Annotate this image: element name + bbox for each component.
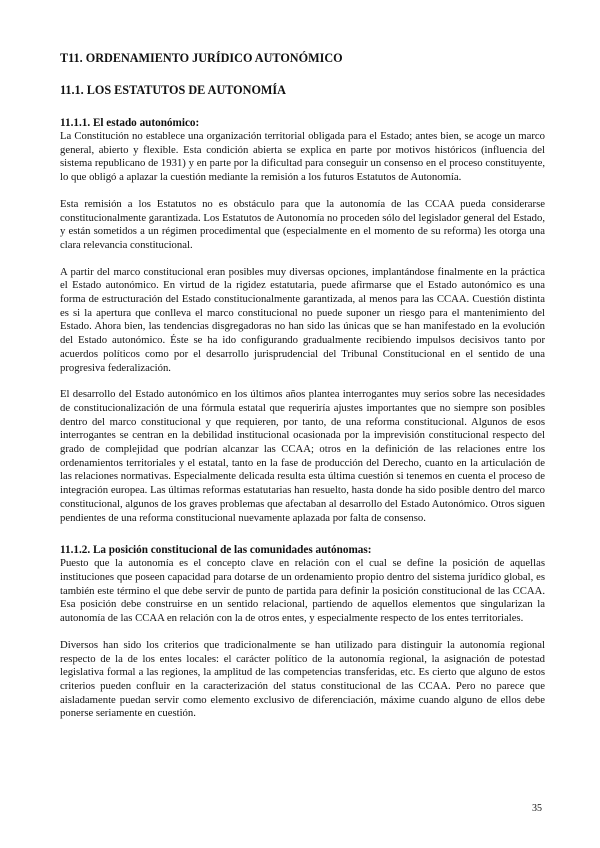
paragraph: El desarrollo del Estado autonómico en los últimos años plantea interrogantes muy serios sobre las necesidades de constitucionalización de una fórmula estatal que requeriría ajustes importantes que no siempre son posibles dentro del marco constitucional y que requieren, por tanto, de una reforma constitucional. Algunos de esos interrogantes se centran en la debilidad institucional ocasionada por la imprevisión constitucional respecto del grado de complejidad que podrían alcanzar las CCAA; otros en la definición de las relaciones entre los ordenamientos territoriales y el estatal, tanto en la fase de producción del Derecho, cuanto en la articulación de las relaciones normativas. Especialmente delicada resulta esta última cuestión si tenemos en cuenta el proceso de integración europea. Las últimas reformas estatutarias han resuelto, hasta donde ha sido posible dentro del marco constitucional, algunos de los graves problemas que afectaban al desarrollo del Estado Autonómico. Otros siguen pendientes de una reforma constitucional nuevamente aplazada por falta de consenso. <box>60 388 545 524</box>
document-title: T11. ORDENAMIENTO JURÍDICO AUTONÓMICO <box>60 51 343 65</box>
paragraph: Puesto que la autonomía es el concepto clave en relación con el cual se define la posición de aquellas instituciones que poseen capacidad para dotarse de un ordenamiento propio dentro del sistema jurídico global, es también este término el que debe servir de punto de partida para definir la posición constitucional de las CCAA. Esa posición debe construirse en un sentido relacional, partiendo de aquellos elementos que singularizan la autonomía de las CCAA en relación con la de otros entes, y especialmente respecto de los entes territoriales. <box>60 557 545 625</box>
page-number: 35 <box>532 803 542 814</box>
paragraph: La Constitución no establece una organización territorial obligada para el Estado; antes bien, se acoge un marco general, abierto y flexible. Esta condición abierta se explica en parte por motivos históricos (influencia del sistema republicano de 1931) y en parte por la dificultad para conseguir un consenso en el proceso constituyente, lo que obligó a aplazar la cuestión mediante la remisión a los futuros Estatutos de Autonomía. <box>60 130 545 184</box>
subsection-heading-estado-autonomico: 11.1.1. El estado autonómico: <box>60 117 200 129</box>
section-heading: 11.1. LOS ESTATUTOS DE AUTONOMÍA <box>60 83 286 97</box>
paragraph: Diversos han sido los criterios que tradicionalmente se han utilizado para distinguir la autonomía regional respecto de la de los entes locales: el carácter político de la autonomía regional, la asignación de potestad legislativa formal a las regiones, la amplitud de las competencias transferidas, etc. Es cierto que alguno de estos criterios pueden confluir en la caracterización del status constitucional de las CCAA. Pero no parece que aisladamente puedan servir como elemento exclusivo de diferenciación, máxime cuando alguno de ellos debe ponerse seriamente en cuestión. <box>60 638 545 720</box>
subsection-heading-posicion-constitucional: 11.1.2. La posición constitucional de las comunidades autónomas: <box>60 544 372 557</box>
document-page <box>60 45 545 734</box>
paragraph: Esta remisión a los Estatutos no es obstáculo para que la autonomía de las CCAA pueda considerarse constitucionalmente garantizada. Los Estatutos de Autonomía no proceden sólo del legislador general del Estado, y están sometidos a un régimen procedimental que (especialmente en el momento de su reforma) les otorga una clara relevancia constitucional. <box>60 197 545 251</box>
paragraph: A partir del marco constitucional eran posibles muy diversas opciones, implantándose finalmente en la práctica el Estado autonómico. En virtud de la rigidez estatutaria, puede afirmarse que el Estado autonómico es una forma de estructuración del Estado constitucionalmente garantizada, al menos para las CCAA. Cuestión distinta es si la apertura que conlleva el marco constitucional no puede suponer un riesgo para el mantenimiento del Estado. Ahora bien, las tendencias disgregadoras no han sido las únicas que se han manifestado en la evolución del Estado autonómico. Éste se ha ido configurando gradualmente recibiendo impulsos decisivos tanto por acuerdos políticos como por el desarrollo jurisprudencial del Tribunal Constitucional en el sentido de una progresiva federalización. <box>60 265 545 374</box>
